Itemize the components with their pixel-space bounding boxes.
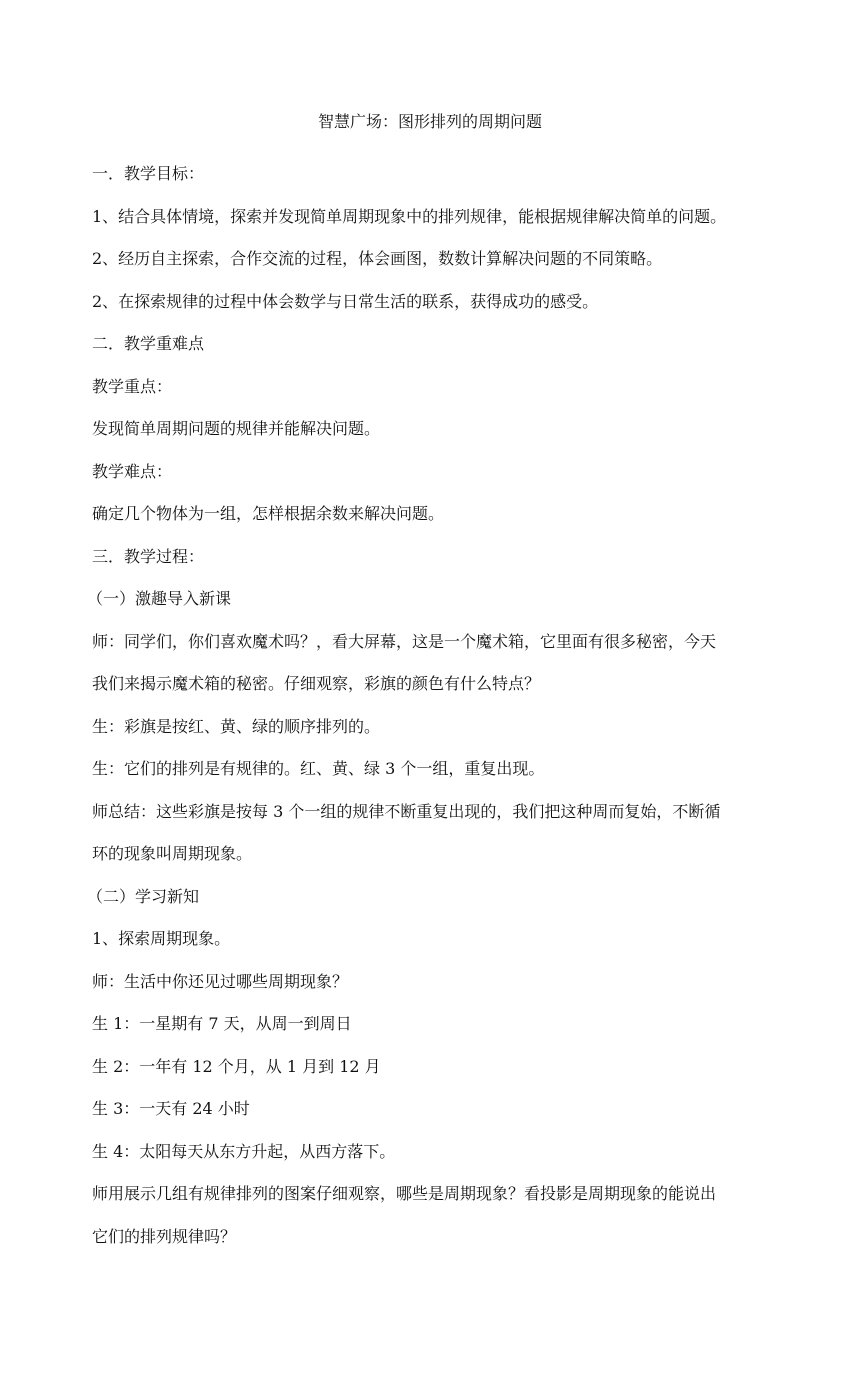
paragraph-line: 生 3：一天有 24 小时 — [92, 1099, 250, 1118]
subsection-heading-intro: （一）激趣导入新课 — [87, 589, 232, 608]
objective-line-2: 2、经历自主探索，合作交流的过程，体会画图，数数计算解决问题的不同策略。 — [92, 249, 663, 268]
paragraph-line: 1、探索周期现象。 — [92, 929, 231, 948]
paragraph-line: 我们来揭示魔术箱的秘密。仔细观察，彩旗的颜色有什么特点？ — [92, 674, 541, 693]
subsection-heading-new-knowledge: （二）学习新知 — [87, 886, 200, 906]
objective-line-1: 1、结合具体情境，探索并发现简单周期现象中的排列规律，能根据规律解决简单的问题。 — [92, 206, 727, 226]
paragraph-line: 生 1：一星期有 7 天，从周一到周日 — [92, 1014, 352, 1033]
key-point-text: 发现简单周期问题的规律并能解决问题。 — [92, 419, 381, 438]
paragraph-line: 师用展示几组有规律排列的图案仔细观察，哪些是周期现象？看投影是周期现象的能说出 — [92, 1184, 717, 1203]
paragraph-line: 师：同学们，你们喜欢魔术吗？，看大屏幕，这是一个魔术箱，它里面有很多秘密，今天 — [92, 631, 717, 651]
section-heading-objectives: 一．教学目标： — [92, 164, 205, 183]
paragraph-line: 生：彩旗是按红、黄、绿的顺序排列的。 — [92, 716, 381, 736]
document-title: 智慧广场：图形排列的周期问题 — [317, 112, 542, 131]
difficulty-label: 教学难点： — [92, 461, 173, 481]
paragraph-line: 师总结：这些彩旗是按每 3 个一组的规律不断重复出现的，我们把这种周而复始，不断循 — [92, 801, 721, 821]
paragraph-line: 生 4：太阳每天从东方升起，从西方落下。 — [92, 1141, 396, 1161]
paragraph-line: 环的现象叫周期现象。 — [92, 844, 253, 863]
paragraph-line: 生：它们的排列是有规律的。红、黄、绿 3 个一组，重复出现。 — [92, 759, 545, 778]
paragraph-line: 它们的排列规律吗？ — [92, 1226, 237, 1246]
paragraph-line: 生 2：一年有 12 个月，从 1 月到 12 月 — [92, 1056, 381, 1076]
objective-line-3: 2、在探索规律的过程中体会数学与日常生活的联系，获得成功的感受。 — [92, 291, 599, 311]
document-body — [87, 153, 772, 1258]
difficulty-text: 确定几个物体为一组，怎样根据余数来解决问题。 — [92, 504, 445, 523]
section-heading-process: 三．教学过程： — [92, 546, 205, 566]
key-point-label: 教学重点： — [92, 376, 173, 396]
paragraph-line: 师：生活中你还见过哪些周期现象？ — [92, 971, 349, 991]
section-heading-key-points: 二．教学重难点 — [92, 334, 205, 353]
